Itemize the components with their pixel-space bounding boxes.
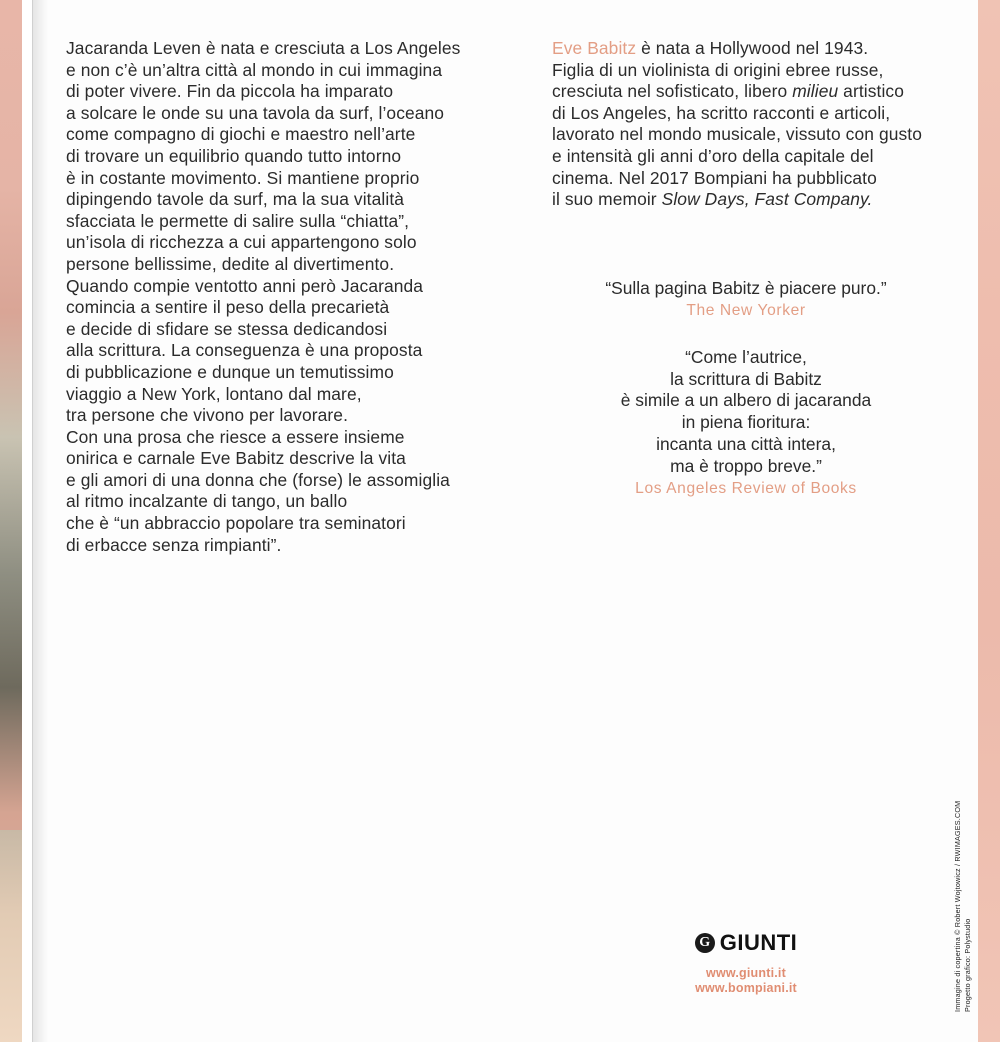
bio-line-1-rest: è nata a Hollywood nel 1943.: [636, 38, 869, 58]
blurb-line: al ritmo incalzante di tango, un ballo: [66, 491, 348, 512]
blurb-line: tra persone che vivono per lavorare.: [66, 405, 349, 426]
website-bompiani[interactable]: www.bompiani.it: [695, 981, 797, 995]
press-quotes: [552, 278, 940, 525]
publisher-name: GIUNTI: [719, 930, 798, 955]
blurb-line: e gli amori di una donna che (forse) le assomiglia: [66, 469, 450, 490]
blurb-line: Con una prosa che riesce a essere insieme: [66, 426, 405, 447]
quote-source: Los Angeles Review of Books: [635, 479, 857, 497]
publisher-block: [552, 930, 940, 996]
bio-line-3-start: cresciuta nel sofisticato, libero: [552, 81, 793, 102]
bio-line-last: [552, 189, 940, 211]
quote-block-2: [552, 347, 940, 499]
blurb-line: di pubblicazione e dunque un temutissimo: [66, 361, 394, 382]
cover-credits-inner: [953, 801, 972, 1012]
left-edge-photo-strip: [0, 830, 22, 1042]
quote-line: ma è troppo breve.”: [670, 455, 822, 476]
website-giunti[interactable]: www.giunti.it: [706, 966, 786, 980]
quote-line: la scrittura di Babitz: [670, 368, 822, 389]
quote-text: [552, 278, 940, 300]
blurb-line: alla scrittura. La conseguenza è una proposta: [66, 340, 423, 361]
giunti-circle-icon: G: [695, 933, 715, 953]
cover-credits: [940, 790, 972, 1020]
bio-line: Figlia di un violinista di origini ebree russe,: [552, 59, 884, 80]
bio-line-1: [552, 38, 940, 60]
blurb-line: e decide di sfidare se stessa dedicandosi: [66, 318, 388, 339]
bio-line: e intensità gli anni d’oro della capitale del: [552, 145, 874, 166]
blurb-line: onirica e carnale Eve Babitz descrive la vita: [66, 448, 406, 469]
bio-line-last-start: il suo memoir: [552, 189, 662, 210]
bio-line: cinema. Nel 2017 Bompiani ha pubblicato: [552, 167, 877, 188]
blurb-line: di trovare un equilibrio quando tutto intorno: [66, 145, 402, 166]
quote-block-1: [552, 278, 940, 321]
blurb-line: come compagno di giochi e maestro nell’arte: [66, 124, 416, 145]
milieu-italic: milieu: [792, 81, 839, 102]
right-edge-decoration: [978, 0, 1000, 1042]
blurb-line: a solcare le onde su una tavola da surf, l’oceano: [66, 102, 445, 123]
author-bio: [552, 38, 940, 211]
spine-shadow: [32, 0, 48, 1042]
bio-line: di Los Angeles, ha scritto racconti e articoli,: [552, 102, 891, 123]
blurb-line: comincia a sentire il peso della precarietà: [66, 297, 390, 318]
quote-text: [552, 347, 940, 478]
blurb-line: e non c’è un’altra città al mondo in cui immagina: [66, 59, 443, 80]
quote-source: The New Yorker: [686, 301, 806, 319]
bio-line-3-end: artistico: [838, 81, 904, 102]
blurb-line: viaggio a New York, lontano dal mare,: [66, 383, 362, 404]
blurb-line: è in costante movimento. Si mantiene proprio: [66, 167, 420, 188]
quote-line: incanta una città intera,: [656, 433, 836, 454]
memoir-title: Slow Days, Fast Company.: [661, 189, 873, 210]
blurb-line: sfacciata le permette di salire sulla “chiatta”,: [66, 210, 410, 231]
blurb-line: di poter vivere. Fin da piccola ha imparato: [66, 81, 394, 102]
blurb-line: dipingendo tavole da surf, ma la sua vitalità: [66, 189, 405, 210]
credit-image: Immagine di copertina © Robert Wojtowicz / RWIMAGES.COM: [953, 800, 962, 1012]
credit-design: Progetto grafico: Polystudio: [962, 918, 972, 1012]
blurb-line: che è “un abbraccio popolare tra seminatori: [66, 513, 406, 534]
quote-line: “Sulla pagina Babitz è piacere puro.”: [605, 278, 887, 298]
author-name: Eve Babitz: [552, 38, 637, 58]
bio-line-3: [552, 81, 940, 103]
bio-line: lavorato nel mondo musicale, vissuto con gusto: [552, 124, 922, 145]
blurb-line: persone bellissime, dedite al divertimento.: [66, 253, 395, 274]
publisher-logo: [552, 930, 940, 956]
blurb-line: Jacaranda Leven è nata e cresciuta a Los Angeles: [66, 38, 461, 58]
cover-content: [48, 0, 952, 1042]
quote-line: “Come l’autrice,: [685, 346, 807, 367]
blurb-line: un’isola di ricchezza a cui appartengono solo: [66, 232, 417, 253]
book-blurb: [66, 38, 466, 556]
blurb-line: Quando compie ventotto anni però Jacaranda: [66, 275, 424, 296]
blurb-line: di erbacce senza rimpianti”.: [66, 534, 282, 555]
quote-line: è simile a un albero di jacaranda: [620, 390, 872, 411]
quote-line: in piena fioritura:: [681, 412, 811, 433]
